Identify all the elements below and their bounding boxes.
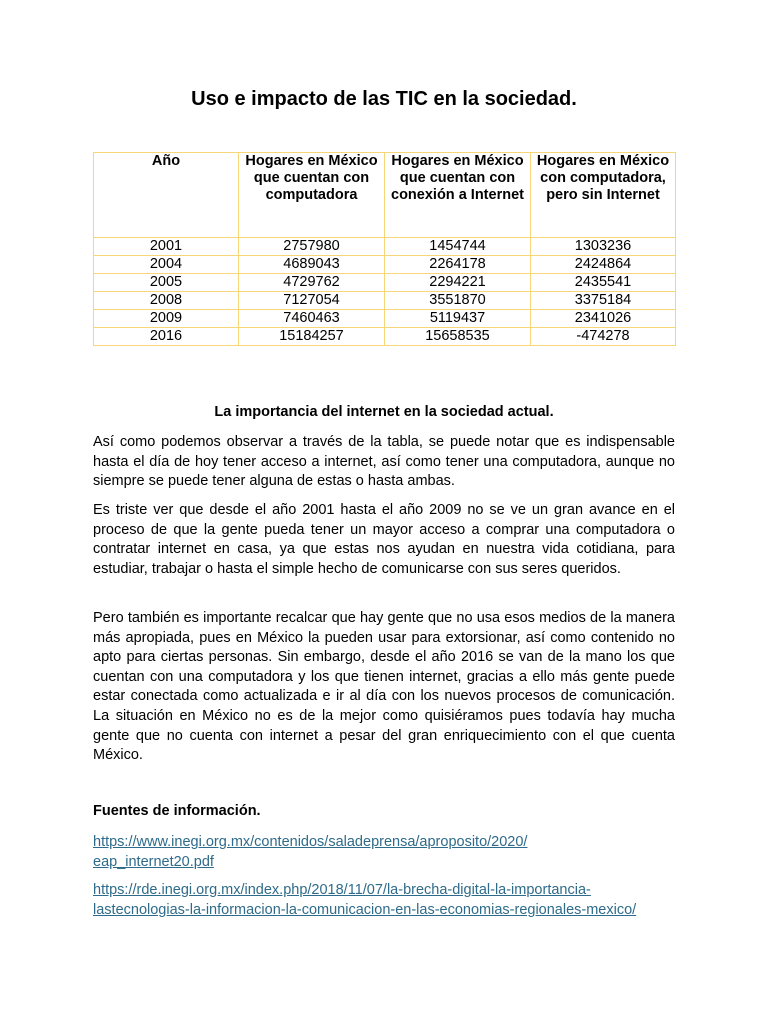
table-cell: 2001 bbox=[94, 238, 239, 256]
link-line: https://rde.inegi.org.mx/index.php/2018/11/07/la-brecha-digital-la-importancia- bbox=[93, 882, 591, 898]
table-header-with-internet: Hogares en México que cuentan con conexión a Internet bbox=[385, 153, 531, 238]
table-header-with-computer: Hogares en México que cuentan con computadora bbox=[239, 153, 385, 238]
table-cell: 2009 bbox=[94, 310, 239, 328]
sources-heading: Fuentes de información. bbox=[93, 803, 261, 819]
table-cell: 15658535 bbox=[385, 328, 531, 346]
table-cell: 2004 bbox=[94, 256, 239, 274]
paragraph-2: Es triste ver que desde el año 2001 hasta el año 2009 no se ve un gran avance en el proceso de que la gente pueda tener un mayor acceso a comprar una computadora o contratar internet en casa, ya que estas nos ayudan en nuestra vida cotidiana, para estudiar, trabajar o hasta el simple hecho de comunicarse con sus seres queridos. bbox=[93, 502, 675, 577]
page-title: Uso e impacto de las TIC en la sociedad. bbox=[191, 88, 577, 110]
table-row bbox=[94, 256, 676, 274]
table-cell: 4689043 bbox=[239, 256, 385, 274]
table-cell: 4729762 bbox=[239, 274, 385, 292]
table-cell: 3375184 bbox=[531, 292, 676, 310]
table-row bbox=[94, 238, 676, 256]
table-cell: 2016 bbox=[94, 328, 239, 346]
table-cell: 15184257 bbox=[239, 328, 385, 346]
table-header-year: Año bbox=[94, 153, 239, 238]
link-line: https://www.inegi.org.mx/contenidos/saladeprensa/aproposito/2020/ bbox=[93, 834, 528, 850]
table-cell: 2008 bbox=[94, 292, 239, 310]
table-cell: 1303236 bbox=[531, 238, 676, 256]
table-cell: 7460463 bbox=[239, 310, 385, 328]
table-cell: 1454744 bbox=[385, 238, 531, 256]
table-row bbox=[94, 274, 676, 292]
table-row bbox=[94, 310, 676, 328]
table-cell: 2264178 bbox=[385, 256, 531, 274]
source-link-inegi[interactable] bbox=[93, 833, 693, 872]
paragraph-1: Así como podemos observar a través de la tabla, se puede notar que es indispensable hasta el día de hoy tener acceso a internet, así como tener una computadora, aunque no siempre se puede tener alguna de estas o hasta ambas. bbox=[93, 434, 675, 490]
data-table bbox=[93, 152, 676, 346]
paragraph-3: Pero también es importante recalcar que hay gente que no usa esos medios de la manera más apropiada, pues en México la pueden usar para extorsionar, así como contenido no apto para ciertas personas. Sin embargo, desde el año 2016 se van de la mano los que cuentan con una computadora y los que tienen internet, gracias a ello más gente puede estar conectada como actualizada e ir al día con los nuevos procesos de comunicación. La situación en México no es de la mejor como quisiéramos pues todavía hay mucha gente que no cuenta con internet a pesar del gran enriquecimiento con el que cuenta México. bbox=[93, 610, 675, 764]
table-cell: 2435541 bbox=[531, 274, 676, 292]
table-cell: 2424864 bbox=[531, 256, 676, 274]
table-cell: 2294221 bbox=[385, 274, 531, 292]
link-line: lastecnologias-la-informacion-la-comunicacion-en-las-economias-regionales-mexico/ bbox=[93, 901, 637, 918]
table-cell: 5119437 bbox=[385, 310, 531, 328]
table-cell: 3551870 bbox=[385, 292, 531, 310]
table-cell: 2005 bbox=[94, 274, 239, 292]
link-line: eap_internet20.pdf bbox=[93, 853, 214, 870]
source-link-rde-inegi[interactable] bbox=[93, 881, 693, 920]
table-cell: -474278 bbox=[531, 328, 676, 346]
table-cell: 2341026 bbox=[531, 310, 676, 328]
section-title: La importancia del internet en la sociedad actual. bbox=[214, 404, 554, 420]
table-header-row bbox=[94, 153, 676, 238]
table-row bbox=[94, 328, 676, 346]
table-row bbox=[94, 292, 676, 310]
table-cell: 2757980 bbox=[239, 238, 385, 256]
table-cell: 7127054 bbox=[239, 292, 385, 310]
table-header-computer-no-internet: Hogares en México con computadora, pero sin Internet bbox=[531, 153, 676, 238]
